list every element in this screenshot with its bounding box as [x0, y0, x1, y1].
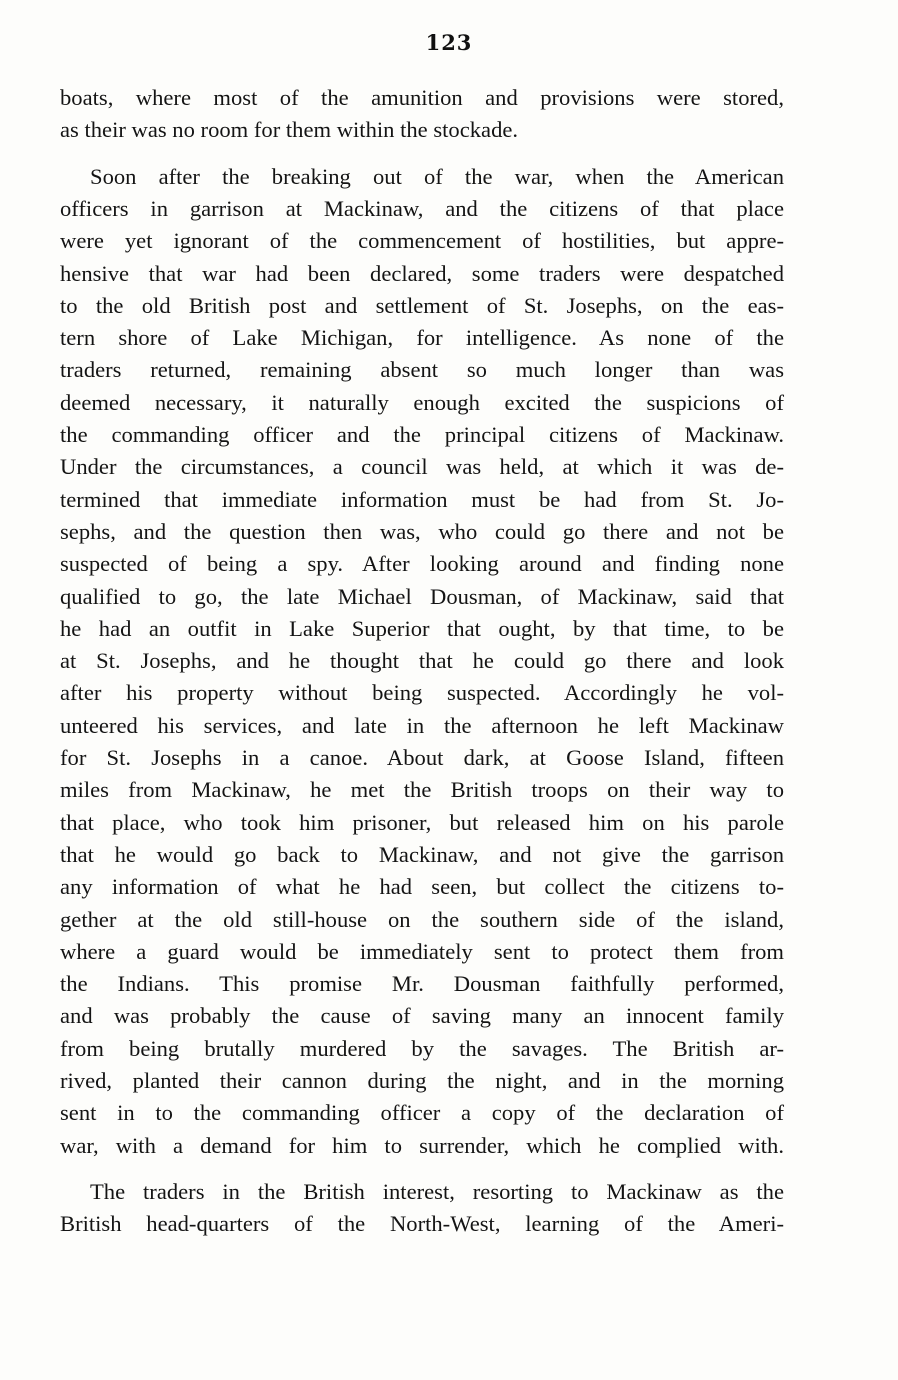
text-line: gether at the old still-house on the southern side of the island,: [60, 906, 784, 932]
text-line: to the old British post and settlement of St. Josephs, on the eas-: [60, 292, 784, 318]
text-line: where a guard would be immediately sent to protect them from: [60, 938, 784, 964]
text-line: war, with a demand for him to surrender, which he complied with.: [60, 1132, 784, 1158]
text-line: at St. Josephs, and he thought that he could go there and look: [60, 648, 784, 674]
text-line: termined that immediate information must be had from St. Jo-: [60, 486, 784, 512]
text-line: Soon after the breaking out of the war, when the American: [90, 163, 784, 189]
text-line: any information of what he had seen, but collect the citizens to-: [60, 874, 784, 900]
text-line: that he would go back to Mackinaw, and not give the garrison: [60, 841, 784, 867]
text-line: boats, where most of the amunition and provisions were stored,: [60, 85, 784, 110]
text-line: as their was no room for them within the stockade.: [60, 117, 519, 143]
text-line: suspected of being a spy. After looking around and finding none: [60, 551, 784, 577]
page-number: 123: [425, 30, 473, 55]
text-line: qualified to go, the late Michael Dousman, of Mackinaw, said that: [60, 583, 784, 609]
text-line: British head-quarters of the North-West, learning of the Ameri-: [60, 1211, 784, 1237]
text-line: officers in garrison at Mackinaw, and the citizens of that place: [60, 195, 784, 221]
text-line: miles from Mackinaw, he met the British troops on their way to: [60, 777, 784, 803]
text-line: tern shore of Lake Michigan, for intelligence. As none of the: [60, 325, 784, 351]
text-line: after his property without being suspected. Accordingly he vol-: [60, 680, 784, 706]
text-line: unteered his services, and late in the afternoon he left Mackinaw: [60, 712, 784, 738]
text-line: hensive that war had been declared, some traders were despatched: [60, 260, 784, 286]
text-line: the commanding officer and the principal citizens of Mackinaw.: [60, 422, 784, 447]
text-line: were yet ignorant of the commencement of hostilities, but appre-: [60, 228, 784, 254]
text-line: the Indians. This promise Mr. Dousman faithfully performed,: [60, 971, 784, 997]
text-line: sephs, and the question then was, who could go there and not be: [60, 518, 784, 544]
text-line: rived, planted their cannon during the night, and in the morning: [60, 1068, 784, 1093]
text-line: from being brutally murdered by the savages. The British ar-: [60, 1035, 784, 1061]
text-line: for St. Josephs in a canoe. About dark, at Goose Island, fifteen: [60, 745, 784, 770]
text-line: deemed necessary, it naturally enough excited the suspicions of: [60, 389, 784, 415]
text-line: Under the circumstances, a council was held, at which it was de-: [60, 454, 784, 480]
text-line: he had an outfit in Lake Superior that ought, by that time, to be: [60, 615, 784, 641]
text-line: and was probably the cause of saving many an innocent family: [60, 1003, 784, 1029]
text-line: traders returned, remaining absent so much longer than was: [60, 357, 784, 383]
text-line: The traders in the British interest, resorting to Mackinaw as the: [90, 1178, 784, 1204]
text-line: that place, who took him prisoner, but released him on his parole: [60, 809, 784, 835]
text-line: sent in to the commanding officer a copy of the declaration of: [60, 1100, 784, 1126]
